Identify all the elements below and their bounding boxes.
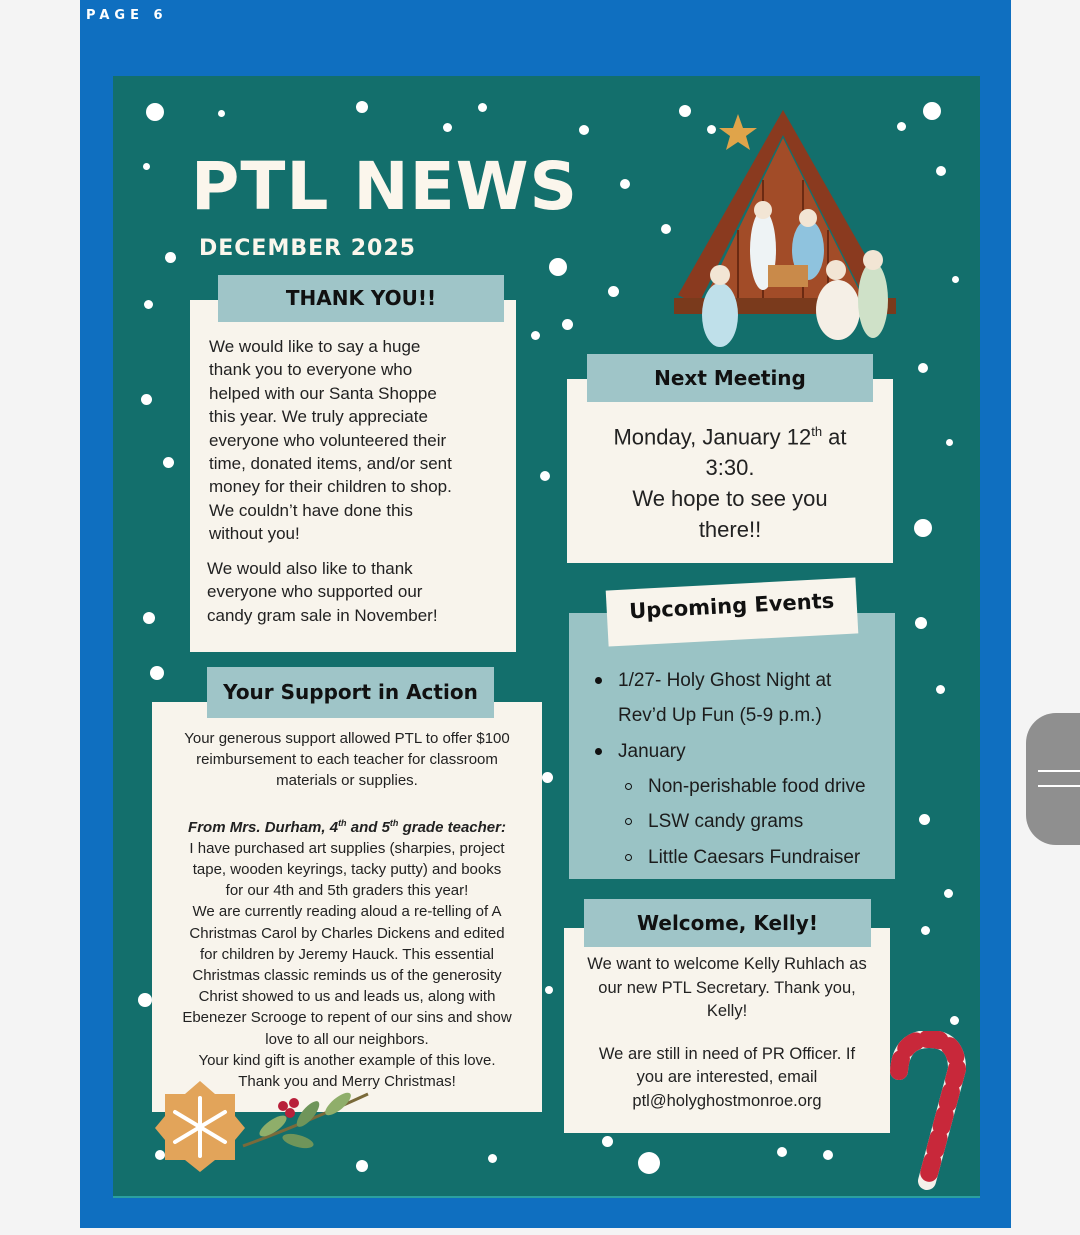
event-item-2: January — [595, 741, 686, 763]
events-heading: Upcoming Events — [606, 577, 859, 646]
holly-sprig-icon — [238, 1086, 373, 1156]
gingerbread-snowflake-icon — [153, 1076, 248, 1176]
thank-you-text: We would like to say a huge thank you to everyone who helped with our Santa Shoppe this year. We truly appreciate everyone who volunteered their time, donated items, and/or sent money for their children to shop. We couldn’t have done this without you! — [209, 337, 452, 544]
page-subtitle: DECEMBER 2025 — [199, 236, 416, 261]
support-heading: Your Support in Action — [207, 667, 494, 718]
nativity-scene-icon — [668, 110, 908, 350]
meeting-heading: Next Meeting — [587, 354, 873, 402]
welcome-text: We want to welcome Kelly Ruhlach as our new PTL Secretary. Thank you, Kelly! We are still in need of PR Officer. If you are interested, email ptl@holyghostmonroe.org — [587, 955, 867, 1110]
support-text: Your generous support allowed PTL to offer $100 reimbursement to each teacher for classroom materials or supplies. From Mrs. Durham, 4th and 5th grade teacher: I have purchased art supplies (sharpies, project tape, wooden keyrings, tacky putty) and books for our 4th and 5th graders this year! We are currently reading aloud a re-telling of A Christmas Carol by Charles Dickens and edited for children by Jeremy Hauck. This essential Christmas classic reminds us of the generosity Christ showed to us and leads us, along with Ebenezer Scrooge to repent of our sins and show love to all our neighbors. Your kind gift is another example of this love. Thank you and Merry Christmas! — [152, 728, 542, 1092]
newsletter-page — [113, 76, 980, 1197]
event-item-1: 1/27- Holy Ghost Night at — [595, 670, 831, 692]
meeting-text: Monday, January 12th at 3:30. We hope to see you there!! — [613, 424, 847, 543]
thank-you-heading: THANK YOU!! — [218, 275, 504, 322]
candy-cane-icon — [879, 1031, 969, 1191]
welcome-heading: Welcome, Kelly! — [584, 899, 871, 947]
event-subitem-1: Non-perishable food drive — [625, 776, 866, 798]
event-item-1-cont: Rev’d Up Fun (5-9 p.m.) — [618, 705, 822, 726]
page-label: PAGE 6 — [86, 8, 168, 23]
thank-you-text-2: We would also like to thank everyone who supported our candy gram sale in November! — [207, 559, 438, 625]
sidebar-handle-icon[interactable] — [1026, 713, 1080, 845]
page-title: PTL NEWS — [191, 148, 579, 225]
event-subitem-3: Little Caesars Fundraiser — [625, 847, 860, 869]
support-from-line: From Mrs. Durham, 4th and 5th grade teacher: — [188, 817, 506, 836]
event-subitem-2: LSW candy grams — [625, 811, 803, 833]
page-bottom-rule — [113, 1196, 980, 1198]
